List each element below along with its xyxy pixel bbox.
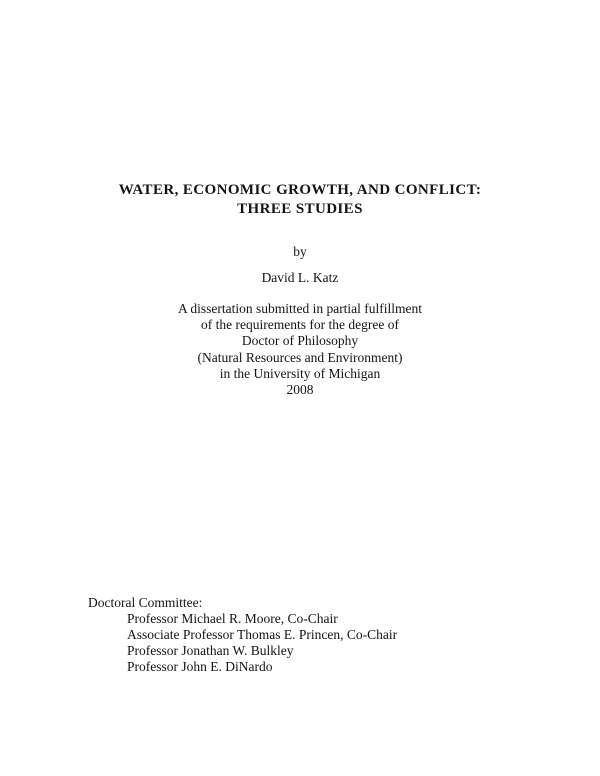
committee-heading: Doctoral Committee: — [88, 595, 203, 610]
author-name: David L. Katz — [261, 270, 339, 285]
statement-line: A dissertation submitted in partial fulfillment — [177, 301, 423, 316]
title-line-2: THREE STUDIES — [237, 201, 363, 217]
statement-line: (Natural Resources and Environment) — [197, 349, 403, 365]
dissertation-title — [0, 181, 600, 219]
statement-line: in the University of Michigan — [219, 365, 381, 381]
committee-members — [127, 611, 397, 675]
degree-statement — [0, 301, 600, 398]
statement-line: of the requirements for the degree of — [201, 317, 399, 333]
title-line-1: WATER, ECONOMIC GROWTH, AND CONFLICT: — [118, 182, 482, 198]
statement-line: Doctor of Philosophy — [241, 333, 359, 349]
committee-member: Associate Professor Thomas E. Princen, Co-Chair — [127, 627, 398, 642]
committee-member: Professor John E. DiNardo — [127, 659, 273, 674]
statement-year: 2008 — [286, 382, 314, 398]
doctoral-committee — [88, 595, 397, 675]
committee-member: Professor Jonathan W. Bulkley — [127, 643, 294, 658]
byline: by — [293, 244, 307, 259]
committee-member: Professor Michael R. Moore, Co-Chair — [127, 611, 338, 626]
